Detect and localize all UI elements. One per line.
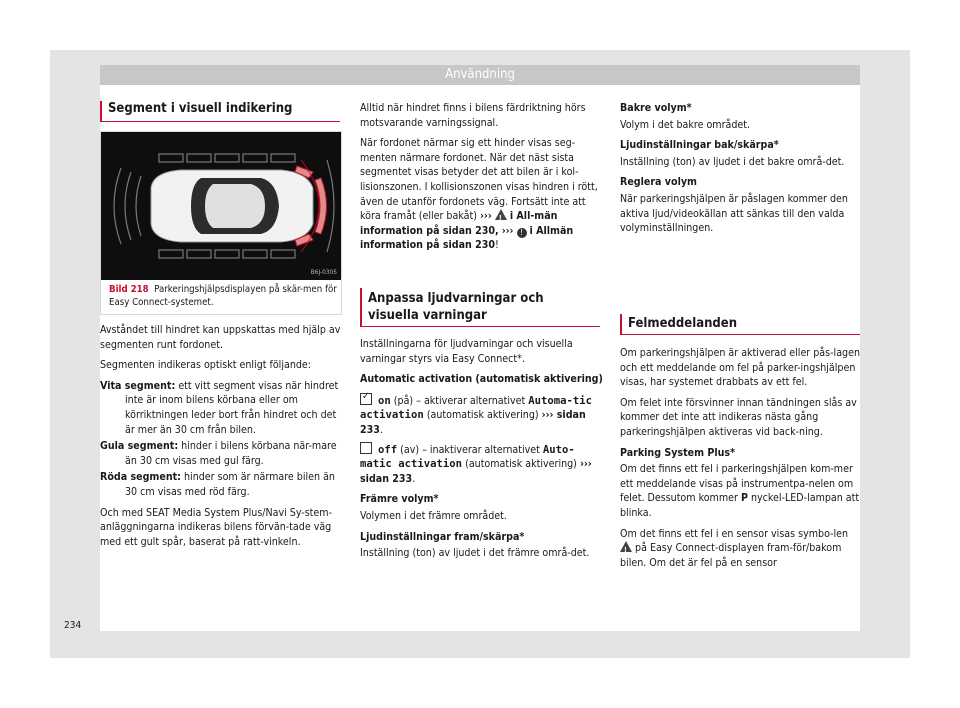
info-icon: ! xyxy=(517,228,527,238)
paragraph-end: ! xyxy=(495,239,499,252)
ref-link[interactable]: ››› sidan 233 xyxy=(360,409,586,436)
ref-arrow[interactable]: ››› xyxy=(501,224,514,237)
paragraph: Inställning (ton) av ljudet i det bakre områ-det. xyxy=(620,155,845,168)
paragraph-text: När fordonet närmar sig ett hinder visas seg-menten närmare fordonet. När det näst sista segmentet visas betyder det att bilen är i kol-lisionszonen. I kollisionszonen visas hindren i rött, även de utanför fordonets väg. Fortsätt inte att köra framåt (eller bakåt) xyxy=(360,137,598,223)
subheading: Bakre volym* xyxy=(620,102,692,114)
option-text: (på) – aktiverar alternativet xyxy=(393,394,526,407)
figure-code: B6J-0305 xyxy=(310,268,337,276)
paragraph: Volymen i det främre området. xyxy=(360,509,507,522)
ref-link[interactable]: i Allmän information på sidan 230 xyxy=(360,224,574,252)
section-marker xyxy=(100,101,102,122)
code-text: Automa-tic activation xyxy=(360,394,593,422)
subheading: Ljudinställningar fram/skärpa* xyxy=(360,530,525,543)
paragraph: Inställningarna för ljudvarningar och visuella varningar styrs via Easy Connect*. xyxy=(360,338,573,365)
column-3 xyxy=(620,101,860,242)
section-marker xyxy=(620,314,622,334)
option-on: ✓on (på) – aktiverar alternativet Automa-tic activation (automatisk aktivering) ››› sidan 233. xyxy=(360,393,604,438)
paragraph: Segmenten indikeras optiskt enligt följande: xyxy=(100,359,311,372)
column-1 xyxy=(100,323,346,555)
paragraph xyxy=(620,462,860,520)
section-title: Segment i visuell indikering xyxy=(108,101,293,116)
chapter-header: Användning xyxy=(100,65,860,85)
code-text: off xyxy=(378,443,398,456)
page-number: 234 xyxy=(64,620,82,631)
section-title: Anpassa ljudvarningar och visuella varningar xyxy=(368,291,544,323)
paragraph-text: på Easy Connect-displayen fram-för/bakom bilen. Om det är fel på en sensor xyxy=(620,542,842,569)
column-3-lower xyxy=(620,346,860,576)
column-2 xyxy=(360,101,600,259)
paragraph xyxy=(620,527,860,571)
paragraph-text: Om det finns ett fel i en sensor visas symbo-len xyxy=(620,527,849,540)
subheading: Automatic activation (automatisk aktivering) xyxy=(360,373,603,386)
parking-icon: P xyxy=(740,492,748,505)
paragraph xyxy=(360,136,600,253)
term-text: hinder som är närmare bilen än 30 cm visas med röd färg. xyxy=(125,471,335,498)
list-item xyxy=(100,439,346,468)
ref-link[interactable]: i All-män information på sidan 230, xyxy=(360,210,558,237)
term: Röda segment: xyxy=(100,471,181,484)
list-item xyxy=(100,470,346,499)
ref-link[interactable]: ››› sidan 233 xyxy=(360,458,592,485)
parking-display-image xyxy=(101,132,341,280)
term-text: ett vitt segment visas när hindret inte är inom bilens körbana eller om körriktningen leder bort från hindret och det är mer än 30 cm från bilen. xyxy=(125,379,339,436)
section-rule xyxy=(620,334,860,335)
option-text: (automatisk aktivering) xyxy=(465,458,577,471)
figure-caption-text: Parkeringshjälpsdisplayen på skär-men för Easy Connect-systemet. xyxy=(109,284,337,308)
section-rule xyxy=(100,121,340,122)
figure-label: Bild 218 xyxy=(109,284,149,295)
checkbox-empty-icon xyxy=(360,442,372,454)
paragraph: När parkeringshjälpen är påslagen kommer den aktiva ljud/videokällan att sänkas till den valda volyminställningen. xyxy=(620,192,848,235)
checkbox-checked-icon xyxy=(360,393,372,405)
section-marker xyxy=(360,288,362,326)
section-title: Felmeddelanden xyxy=(628,316,738,331)
subheading: Parking System Plus* xyxy=(620,446,736,459)
paragraph-text: Om det finns ett fel i parkeringshjälpen kom-mer ett meddelande visas på instrumentpa-nelen om felet. Dessutom kommer xyxy=(620,463,854,505)
term: Gula segment: xyxy=(100,440,179,453)
subheading: Reglera volym xyxy=(620,176,697,189)
term-text: hinder i bilens körbana när-mare än 30 cm visas med gul färg. xyxy=(125,440,337,467)
warning-icon xyxy=(620,541,632,552)
subheading: Främre volym* xyxy=(360,493,439,506)
list-item xyxy=(100,379,346,437)
figure-caption xyxy=(109,283,337,309)
option-text: (av) – inaktiverar alternativet xyxy=(400,443,540,456)
paragraph: Avståndet till hindret kan uppskattas med hjälp av segmenten runt fordonet. xyxy=(100,324,341,351)
ref-arrow[interactable]: ››› xyxy=(480,210,492,223)
paragraph-text: nyckel-LED-lampan att blinka. xyxy=(620,492,860,519)
code-text: Auto-matic activation xyxy=(360,443,575,471)
option-off: off (av) – inaktiverar alternativet Auto-matic activation (automatisk aktivering) ››› sidan 233. xyxy=(360,443,592,485)
paragraph: Om parkeringshjälpen är aktiverad eller pås-lagen och ett meddelande om fel på parker-ingshjälpen visas, har systemet drabbats av ett fel. xyxy=(620,347,860,389)
paragraph: Alltid när hindret finns i bilens färdriktning hörs motsvarande varningssignal. xyxy=(360,102,586,129)
paragraph: Och med SEAT Media System Plus/Navi Sy-stem-anläggningarna indikeras bilens förvän-tade väg med ett gult spår, baserat på ratt-vinkeln. xyxy=(100,506,333,548)
option-text: (automatisk aktivering) xyxy=(426,409,539,422)
paragraph: Inställning (ton) av ljudet i det främre områ-det. xyxy=(360,547,590,560)
term: Vita segment: xyxy=(100,379,176,392)
subheading: Ljudinställningar bak/skärpa* xyxy=(620,139,779,152)
code-text: on xyxy=(378,394,391,407)
warning-icon xyxy=(495,209,507,220)
figure-218 xyxy=(100,131,342,315)
section-rule xyxy=(360,326,600,327)
column-2-lower xyxy=(360,337,604,567)
paragraph: Volym i det bakre området. xyxy=(620,118,751,131)
paragraph: Om felet inte försvinner innan tändningen slås av kommer det inte att indikeras nästa gång parkeringshjälpen aktiveras vid back-ning. xyxy=(620,396,857,438)
